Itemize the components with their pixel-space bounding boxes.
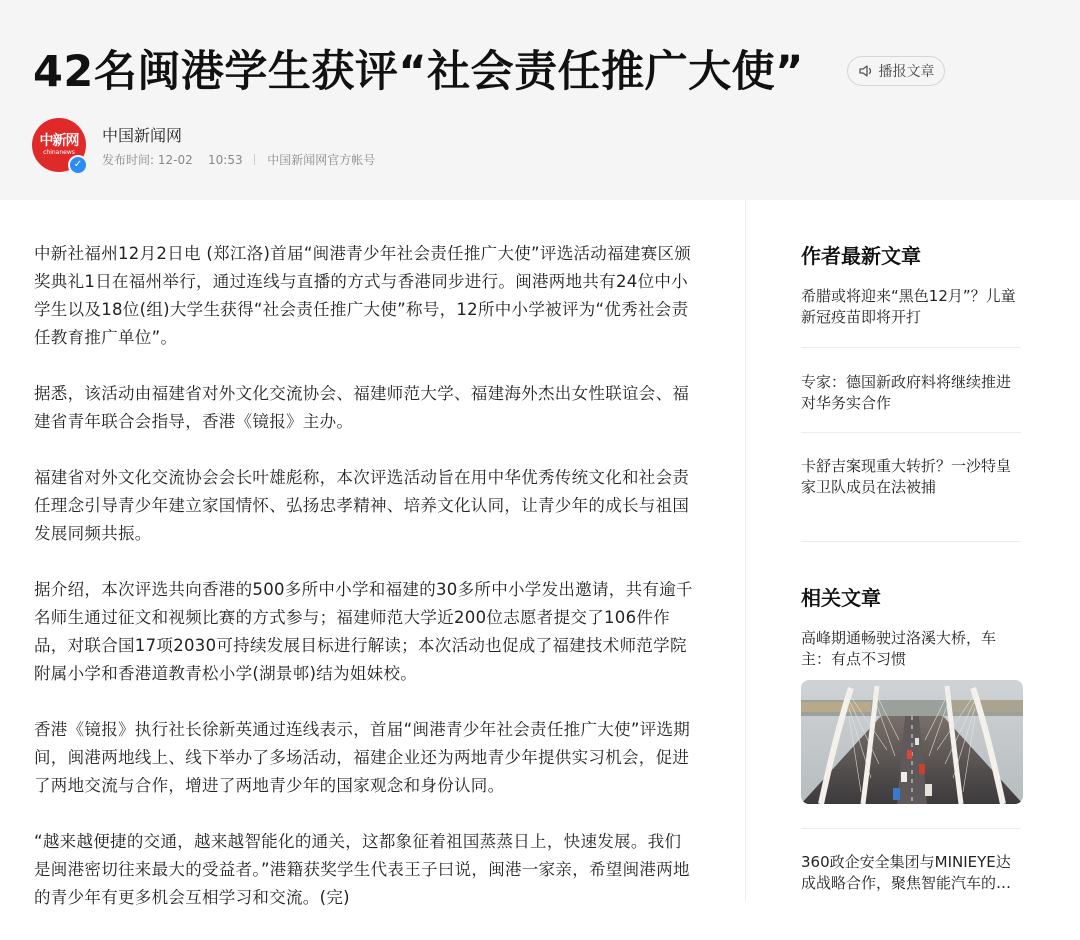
logo-subtext: chinanews (43, 149, 75, 156)
sidebar-divider (801, 828, 1021, 829)
author-name[interactable]: 中国新闻网 (102, 126, 183, 145)
latest-article-link[interactable]: 希腊或将迎来“黑色12月”？儿童新冠疫苗即将开打 (801, 287, 1016, 326)
article-body (34, 240, 694, 940)
article-title: 42名闽港学生获评“社会责任推广大使” (33, 47, 804, 97)
read-article-label: 播报文章 (878, 64, 935, 80)
related-article-link[interactable]: 360政企安全集团与MINIEYE达成战略合作，聚焦智能汽车的… (801, 853, 1012, 892)
article-paragraph: 据介绍，本次评选共向香港的500多所中小学和福建的30多所中小学发出邀请，共有逾千名师生通过征文和视频比赛的方式参与；福建师范大学近200位志愿者提交了106件作品，对联合国17项2030可持续发展目标进行解读；本次活动也促成了福建技术师范学院附属小学和香港道教青松小学(湖景邨)结为姐妹校。 (34, 580, 693, 683)
related-articles-heading: 相关文章 (801, 586, 881, 610)
related-article-link[interactable]: 高峰期通畅驶过洛溪大桥，车主：有点不习惯 (801, 629, 997, 668)
speaker-icon (858, 63, 876, 79)
article-header (0, 0, 1080, 200)
read-article-button[interactable] (847, 56, 945, 86)
publish-time: 10:53 (208, 153, 243, 167)
meta-divider (254, 154, 255, 165)
publish-label: 发布时间: (102, 153, 155, 167)
article-paragraph: 香港《镜报》执行社长徐新英通过连线表示，首届“闽港青少年社会责任推广大使”评选期间，闽港两地线上、线下举办了多场活动，福建企业还为两地青少年提供实习机会，促进了两地交流与合作，增进了两地青少年的国家观念和身份认同。 (34, 720, 691, 795)
article-paragraph: 福建省对外文化交流协会会长叶雄彪称，本次评选活动旨在用中华优秀传统文化和社会责任理念引导青少年建立家国情怀、弘扬忠孝精神、培养文化认同，让青少年的成长与祖国发展同频共振。 (34, 468, 690, 543)
publish-meta (102, 151, 375, 168)
article-paragraph: 中新社福州12月2日电 (郑江洛)首届“闽港青少年社会责任推广大使”评选活动福建赛区颁奖典礼1日在福州举行，通过连线与直播的方式与香港同步进行。闽港两地共有24位中小学生以及18位(组)大学生获得“社会责任推广大使”称号，12所中小学被评为“优秀社会责任教育推广单位”。 (34, 244, 692, 347)
sidebar-divider (801, 432, 1021, 433)
logo-text: 中新网 (39, 133, 79, 149)
latest-articles-heading: 作者最新文章 (801, 244, 921, 268)
column-divider (745, 200, 746, 900)
article-paragraph: “越来越便捷的交通，越来越智能化的通关，这都象征着祖国蒸蒸日上，快速发展。我们是闽港密切往来最大的受益者。”港籍获奖学生代表王子曰说，闽港一家亲，希望闽港两地的青少年有更多机会互相学习和交流。(完) (34, 832, 690, 907)
sidebar-divider (801, 347, 1021, 348)
verified-icon: ✓ (68, 155, 88, 175)
sidebar-divider (801, 541, 1021, 542)
bridge-thumbnail[interactable] (801, 680, 1023, 804)
account-note: 中国新闻网官方帐号 (267, 153, 376, 167)
latest-article-link[interactable]: 卡舒吉案现重大转折？一沙特皇家卫队成员在法被捕 (801, 457, 1012, 496)
latest-article-link[interactable]: 专家：德国新政府料将继续推进对华务实合作 (801, 373, 1012, 412)
article-paragraph: 据悉，该活动由福建省对外文化交流协会、福建师范大学、福建海外杰出女性联谊会、福建省青年联合会指导，香港《镜报》主办。 (34, 384, 690, 431)
publish-date: 12-02 (157, 153, 193, 167)
